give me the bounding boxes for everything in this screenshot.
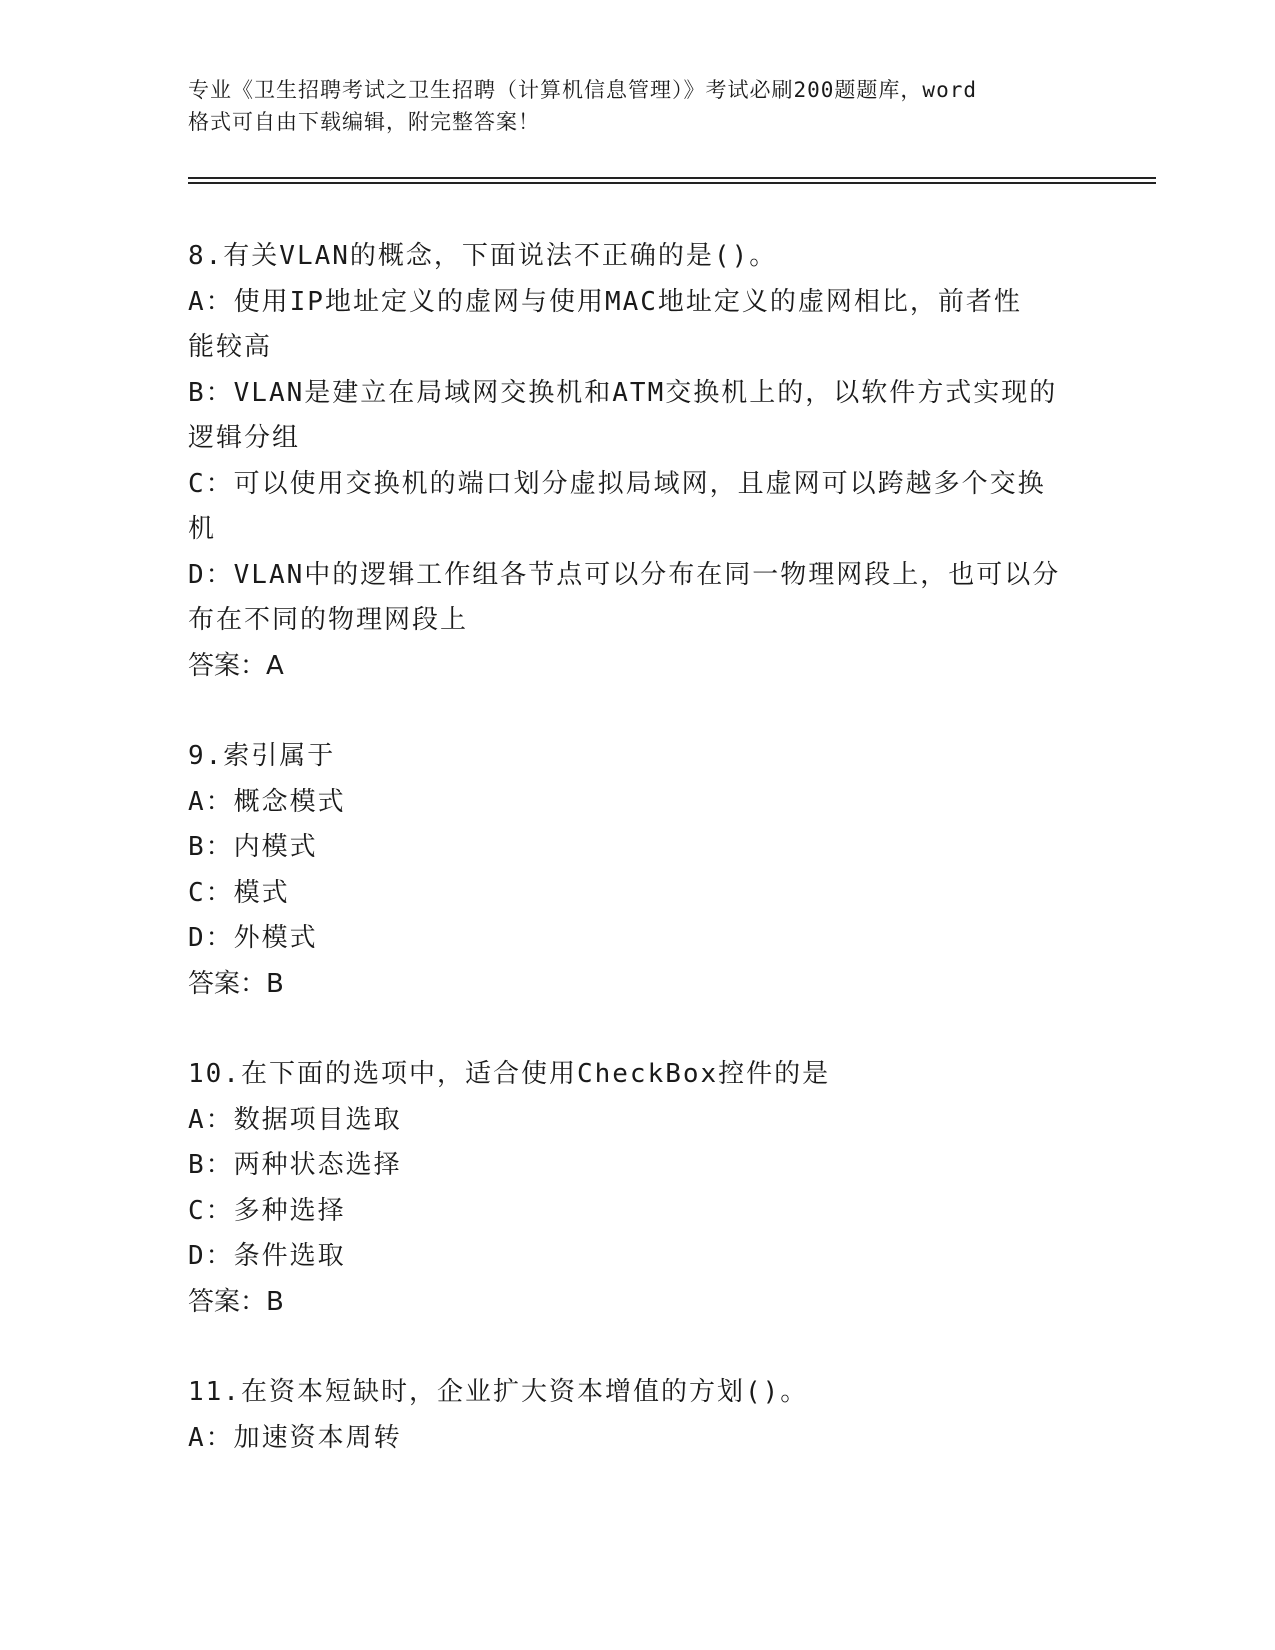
- header-divider-bottom: [188, 182, 1156, 184]
- header-line-2: 格式可自由下载编辑，附完整答案！: [188, 110, 540, 134]
- question-10: [188, 1052, 1088, 1325]
- option-line: 布在不同的物理网段上: [188, 605, 469, 635]
- option-line: A：使用IP地址定义的虚网与使用MAC地址定义的虚网相比，前者性: [188, 286, 1022, 317]
- option-a: A：概念模式: [188, 786, 346, 817]
- question-list: [188, 234, 1088, 1506]
- option-b: B：两种状态选择: [188, 1150, 402, 1180]
- document-header: [188, 74, 1088, 138]
- option-line: 能较高: [188, 332, 273, 362]
- question-stem: 10.在下面的选项中，适合使用CheckBox控件的是: [188, 1059, 831, 1089]
- answer-label: 答案：B: [188, 1286, 284, 1317]
- option-a: A：加速资本周转: [188, 1422, 402, 1453]
- option-line: 机: [188, 514, 217, 544]
- question-8: [188, 234, 1088, 689]
- answer-label: 答案：B: [188, 968, 284, 999]
- option-a: A：数据项目选取: [188, 1104, 402, 1135]
- question-stem: 8.有关VLAN的概念，下面说法不正确的是()。: [188, 241, 778, 271]
- option-line: D：VLAN中的逻辑工作组各节点可以分布在同一物理网段上，也可以分: [188, 559, 1061, 590]
- header-line-1: 专业《卫生招聘考试之卫生招聘（计算机信息管理）》考试必刷200题题库，word: [188, 78, 977, 102]
- option-line: 逻辑分组: [188, 423, 301, 453]
- question-9: [188, 734, 1088, 1007]
- option-line: B：VLAN是建立在局域网交换机和ATM交换机上的，以软件方式实现的: [188, 377, 1058, 408]
- question-11: [188, 1370, 1088, 1461]
- option-line: C：可以使用交换机的端口划分虚拟局域网，且虚网可以跨越多个交换: [188, 468, 1046, 499]
- option-d: D：条件选取: [188, 1241, 346, 1271]
- option-c: C：模式: [188, 877, 290, 908]
- option-d: D：外模式: [188, 923, 318, 953]
- question-stem: 11.在资本短缺时，企业扩大资本增值的方划()。: [188, 1377, 809, 1407]
- option-c: C：多种选择: [188, 1195, 346, 1226]
- option-b: B：内模式: [188, 832, 318, 862]
- question-stem: 9.索引属于: [188, 741, 336, 771]
- answer-label: 答案：A: [188, 650, 284, 681]
- header-divider-top: [188, 177, 1156, 179]
